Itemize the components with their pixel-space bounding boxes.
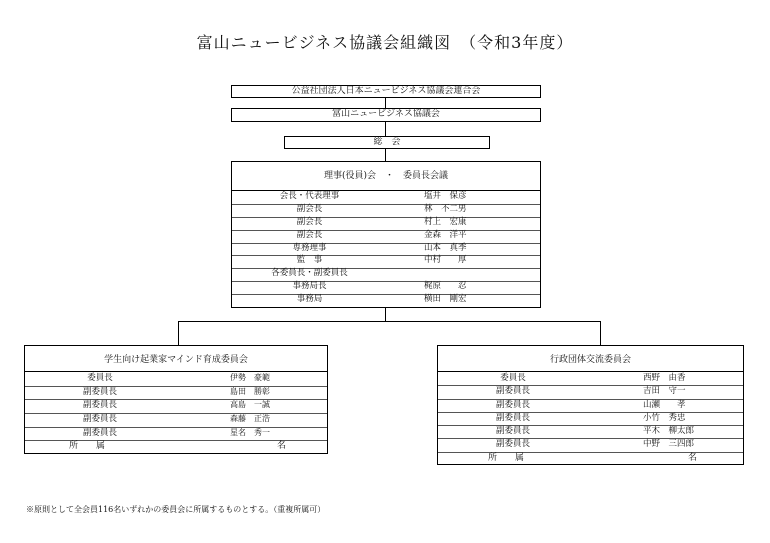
- left-committee-box: [24, 345, 328, 454]
- role-cell: 副委員長: [495, 412, 530, 423]
- affiliation-count: 名: [688, 452, 698, 463]
- table-row: [25, 372, 327, 387]
- federation-box: [231, 85, 541, 98]
- name-cell: 中村 厚: [424, 255, 467, 266]
- name-cell: 山瀬 孝: [643, 399, 686, 410]
- table-row: [232, 204, 540, 218]
- role-cell: 副委員長: [82, 427, 117, 438]
- table-row: [438, 385, 743, 399]
- role-cell: 副委員長: [495, 439, 530, 450]
- table-row: [232, 294, 540, 307]
- name-cell: 小竹 秀忠: [643, 412, 686, 423]
- role-cell: 副会長: [296, 216, 323, 227]
- affiliation-count: 名: [277, 441, 287, 452]
- table-row: [25, 427, 327, 442]
- affiliation-label: 所 属: [488, 452, 525, 463]
- council-label: 富山ニュービジネス協議会: [332, 109, 440, 119]
- role-cell: 副委員長: [495, 399, 530, 410]
- affiliation-row: [25, 440, 327, 454]
- name-cell: 吉田 守一: [643, 386, 686, 397]
- role-cell: 副委員長: [82, 386, 117, 397]
- footnote: ※原則として全会員116名いずれかの委員会に所属するものとする。（重複所属可）: [26, 505, 326, 514]
- name-cell: 林 不二男: [424, 203, 467, 214]
- name-cell: 横田 剛宏: [424, 294, 467, 305]
- name-cell: 高島 一誠: [230, 400, 270, 410]
- role-cell: 副委員長: [82, 400, 117, 411]
- name-cell: 西野 由香: [643, 373, 686, 383]
- name-cell: 平木 柳太郎: [643, 426, 695, 437]
- affiliation-row: [438, 452, 743, 465]
- connector-line: [385, 98, 386, 108]
- table-row: [232, 243, 540, 257]
- role-cell: 各委員長・副委員長: [271, 268, 348, 279]
- role-cell: 専務理事: [292, 242, 327, 253]
- table-row: [438, 399, 743, 413]
- table-row: [25, 386, 327, 401]
- table-row: [438, 372, 743, 386]
- role-cell: 会長・代表理事: [279, 191, 340, 201]
- name-cell: 星名 秀一: [230, 427, 270, 437]
- affiliation-label: 所 属: [69, 441, 106, 452]
- table-row: [438, 438, 743, 452]
- general-assembly-label: 総 会: [373, 137, 401, 147]
- name-cell: 伊勢 豪範: [230, 373, 270, 382]
- table-row: [438, 425, 743, 439]
- name-cell: 塩井 保彦: [424, 191, 467, 201]
- table-row: [25, 413, 327, 428]
- name-cell: 島田 勝彰: [230, 386, 270, 396]
- role-cell: 事務局: [296, 294, 323, 305]
- right-committee-header: 行政団体交流委員会: [549, 355, 631, 365]
- table-row: [232, 268, 540, 282]
- page-title: 富山ニュービジネス協議会組織図 （令和3年度）: [196, 33, 574, 52]
- left-committee-table: [25, 371, 327, 454]
- role-cell: 副委員長: [82, 414, 117, 424]
- name-cell: 村上 宏康: [424, 216, 467, 227]
- council-box: [231, 108, 541, 122]
- role-cell: 委員長: [500, 373, 526, 383]
- board-box: [231, 161, 541, 308]
- left-committee-header: 学生向け起業家マインド育成委員会: [104, 355, 248, 365]
- role-cell: 監 事: [296, 255, 323, 266]
- connector-line: [178, 321, 179, 345]
- table-row: [232, 281, 540, 295]
- federation-label: 公益社団法人日本ニュービジネス協議会連合会: [291, 86, 481, 96]
- name-cell: 中野 三四郎: [643, 439, 695, 450]
- right-committee-table: [438, 371, 743, 465]
- role-cell: 副委員長: [495, 426, 530, 437]
- role-cell: 副会長: [296, 229, 323, 240]
- board-header: 理事(役員)会 ・ 委員長会議: [323, 171, 449, 181]
- table-row: [438, 412, 743, 426]
- table-row: [25, 399, 327, 414]
- connector-line: [385, 122, 386, 136]
- table-row: [232, 217, 540, 231]
- role-cell: 副委員長: [495, 386, 530, 397]
- right-committee-box: [437, 345, 744, 465]
- name-cell: 梶原 忍: [424, 281, 467, 292]
- connector-line: [385, 308, 386, 321]
- role-cell: 事務局長: [292, 281, 327, 292]
- role-cell: 副会長: [296, 203, 323, 214]
- connector-line: [600, 321, 601, 345]
- name-cell: 山本 真季: [424, 242, 467, 253]
- connector-line: [385, 149, 386, 161]
- connector-line: [178, 321, 601, 322]
- name-cell: 森藤 正浩: [230, 414, 270, 423]
- table-row: [232, 191, 540, 205]
- general-assembly-box: [284, 136, 490, 149]
- name-cell: 金森 洋平: [424, 229, 467, 240]
- board-table: [232, 190, 540, 307]
- role-cell: 委員長: [87, 373, 113, 383]
- table-row: [232, 230, 540, 244]
